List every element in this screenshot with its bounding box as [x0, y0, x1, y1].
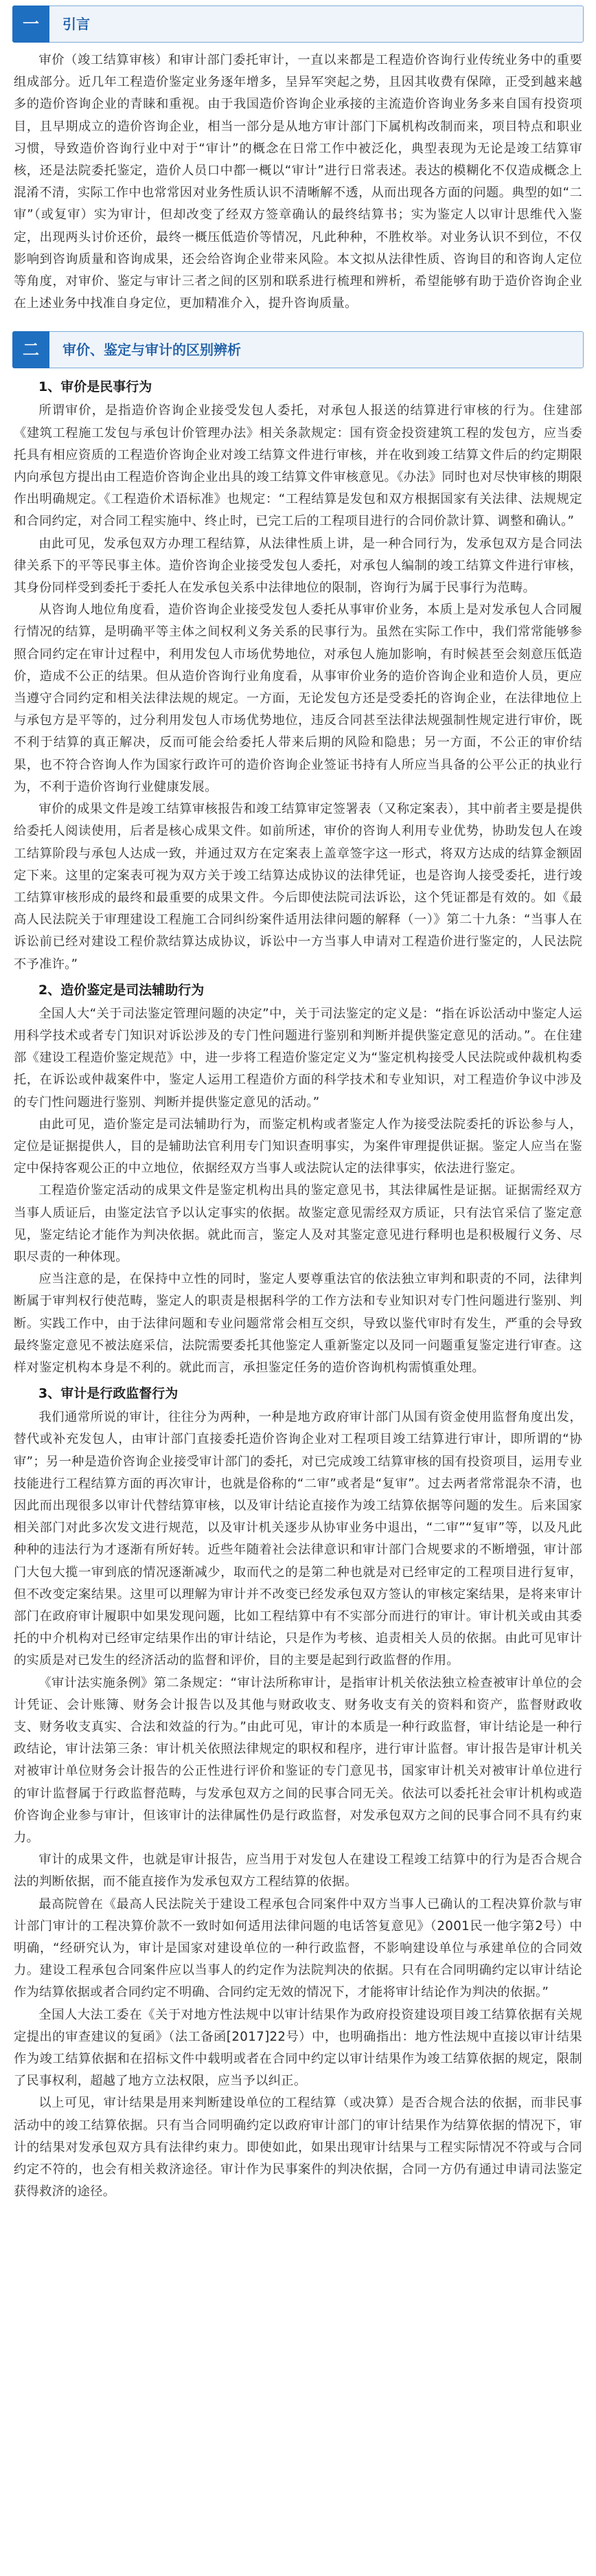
- body-paragraph: 由此可见，发承包双方办理工程结算，从法律性质上讲，是一种合同行为，发承包双方是合同法律关系下的平等民事主体。造价咨询企业接受发包人委托，对承包人编制的竣工结算文件进行审核，其身份同样受到委托于委托人在发承包关系中法律地位的限制，咨询行为属于民事行为范畴。: [14, 536, 582, 596]
- section-header-comparison: [12, 331, 584, 368]
- top-spacer: [12, 0, 584, 5]
- subhead-audit: 3、审计是行政监督行为: [38, 1386, 179, 1402]
- intro-paragraph: 审价（竣工结算审核）和审计部门委托审计，一直以来都是工程造价咨询行业传统业务中的重要组成部分。近几年工程造价鉴定业务逐年增多，呈异军突起之势，且因其收费有保障，正受到越来越多的造价咨询企业的青睐和重视。由于我国造价咨询企业承接的主流造价咨询业务多来自国有投资项目，且早期成立的造价咨询企业，相当一部分是从地方审计部门下属机构改制而来，项目特点和职业习惯，导致造价咨询行业中对于“审计”的概念在日常工作中被泛化，典型表现为无论是竣工结算审核，还是法院委托鉴定，造价人员口中都一概以“审计”进行日常表述。表达的模糊化不仅造成概念上混淆不清，实际工作中也常常因对业务性质认识不清晰解不透，从而出现各方面的问题。典型的如“二审”（或复审）实为审计，但却改变了经双方签章确认的最终结算书；实为鉴定人以审计思维代入鉴定，出现两头讨价还价，最终一概压低造价等情况，凡此种种，不胜枚举。对业务认识不到位，不仅影响到咨询质量和咨询成果，还会给咨询企业带来风险。本文拟从法律性质、咨询目的和咨询人定位等角度，对审价、鉴定与审计三者之间的区别和联系进行梳理和辨析，希望能够有助于造价咨询企业在上述业务中找准自身定位，更加精准介入，提升咨询质量。: [14, 53, 582, 311]
- body-paragraph: 全国人大法工委在《关于对地方性法规中以审计结果作为政府投资建设项目竣工结算依据有关规定提出的审查建议的复函》（法工备函[2017]22号）中，也明确指出：地方性法规中直接以审计结果作为竣工结算依据和在招标文件中载明或者在合同中约定以审计结果作为竣工结算依据的规定，限制了民事权利，超越了地方立法权限，应当予以纠正。: [14, 2007, 582, 2089]
- body-paragraph: 以上可见，审计结果是用来判断建设单位的工程结算（或决算）是否合规合法的依据，而非民事活动中的竣工结算依据。只有当合同明确约定以政府审计部门的审计结果作为结算依据的情况下，审计的结果对发承包双方具有法律约束力。即使如此，如果出现审计结果与工程实际情况不符或与合同约定不符的，也会有相关救济途径。审计作为民事案件的判决依据，合同一方仍有通过申请司法鉴定获得救济的途径。: [14, 2096, 582, 2199]
- body-paragraph: 从咨询人地位角度看，造价咨询企业接受发包人委托从事审价业务，本质上是对发承包人合同履行情况的结算，是明确平等主体之间权利义务关系的民事行为。虽然在实际工作中，我们常常能够参照合同约定在审计过程中，利用发包人市场优势地位，对承包人施加影响，有时候甚至会刻意压低造价，造成不公正的结果。但从造价咨询行业角度看，从事审价业务的造价咨询企业和造价人员，更应当遵守合同约定和相关法律法规的规定。一方面，无论发包方还是受委托的咨询企业，在法律地位上与承包方是平等的，过分利用发包人市场优势地位，违反合同甚至法律法规强制性规定进行审价，既不利于结算的真正解决，反而可能会给委托人带来后期的风险和隐患；另一方面，不公正的审价结果，也不符合咨询人作为国家行政许可的造价咨询企业签证书持有人所应当具备的公平公正的执业行为，不利于造价咨询行业健康发展。: [14, 603, 582, 794]
- body-paragraph: 全国人大“关于司法鉴定管理问题的决定”中，关于司法鉴定的定义是：“指在诉讼活动中鉴定人运用科学技术或者专门知识对诉讼涉及的专门性问题进行鉴别和判断并提供鉴定意见的活动。”。在住建部《建设工程造价鉴定规范》中，进一步将工程造价鉴定定义为“鉴定机构接受人民法院或仲裁机构委托，在诉讼或仲裁案件中，鉴定人运用工程造价方面的科学技术和专业知识，对工程造价争议中涉及的专门性问题进行鉴别、判断并提供鉴定意见的活动。”: [14, 1006, 582, 1110]
- section-header-intro: [12, 5, 584, 43]
- body-paragraph: 由此可见，造价鉴定是司法辅助行为，而鉴定机构或者鉴定人作为接受法院委托的诉讼参与人，定位是证据提供人，目的是辅助法官利用专门知识查明事实，为案件审理提供证据。鉴定人应当在鉴定中保持客观公正的中立地位，依据经双方当事人或法院认定的法律事实，依法进行鉴定。: [14, 1117, 582, 1176]
- body-paragraph: 应当注意的是，在保持中立性的同时，鉴定人要尊重法官的依法独立审判和职责的不同，法律判断属于审判权行使范畴，鉴定人的职责是根据科学的工作方法和专业知识对专门性问题进行鉴别、判断。实践工作中，由于法律问题和专业问题常常会相互交织，导致以鉴代审时有发生，严重的会导致最终鉴定意见不被法庭采信，法院需要委托其他鉴定人重新鉴定以及同一问题重复鉴定进行审查。这样对鉴定机构本身是不利的。就此而言，承担鉴定任务的造价咨询机构需慎重处理。: [14, 1272, 582, 1375]
- section-number-comparison: 二: [12, 331, 49, 368]
- section-spacer: [12, 315, 584, 331]
- body-paragraph: 我们通常所说的审计，往往分为两种，一种是地方政府审计部门从国有资金使用监督角度出发，替代或补充发包人，由审计部门直接委托造价咨询企业对工程项目竣工结算进行审计，即所谓的“协审”；另一种是造价咨询企业接受审计部门的委托，对已完成竣工结算审核的国有投资项目，运用专业技能进行工程结算方面的再次审计，也就是俗称的“二审”或者是“复审”。过去两者常常混杂不清，也因此而出现很多以审计代替结算审核，以及审计结论直接作为竣工结算依据等问题的发生。后来国家相关部门对此多次发文进行规范，以及审计机关逐步从协审业务中退出，“二审”“复审”等，以及凡此种种的违法行为才逐渐有所好转。近些年随着社会法律意识和审计部门合规要求的不断增强，审计部门大包大揽一审到底的情况逐渐减少，取而代之的是第二种也就是对已经审定的工程项目进行复审，但不改变定案结果。这里可以理解为审计并不改变已经发承包双方签认的审核定案结果，是将来审计部门在政府审计履职中如果发现问题，比如工程结算中有不实部分而进行的审计。审计机关或由其委托的中介机构对已经审定结果作出的审计结论，只是作为考核、追责相关人员的依据。由此可见审计的实质是对已发生的经济活动的监督和评价，目的主要是起到行政监督的作用。: [14, 1410, 582, 1668]
- body-paragraph: 审价的成果文件是竣工结算审核报告和竣工结算审定签署表（又称定案表），其中前者主要是提供给委托人阅读使用，后者是核心成果文件。如前所述，审价的咨询人利用专业优势，协助发包人在竣工结算阶段与承包人达成一致，并通过双方在定案表上盖章签字这一形式，将双方达成的结算金额固定下来。这里的定案表可视为双方关于竣工结算达成协议的法律凭证，也是咨询人接受委托，进行竣工结算审核形成的最终和最重要的成果文件。今后即使法院司法诉讼，这个凭证都是有效的。如《最高人民法院关于审理建设工程施工合同纠纷案件适用法律问题的解释（一）》第二十九条：“当事人在诉讼前已经对建设工程价款结算达成协议，诉讼中一方当事人申请对工程造价进行鉴定的，人民法院不予准许。”: [14, 802, 582, 972]
- subhead-audit-price: 1、审价是民事行为: [38, 379, 152, 395]
- body-paragraph: 《审计法实施条例》第二条规定：“审计法所称审计，是指审计机关依法独立检查被审计单位的会计凭证、会计账簿、财务会计报告以及其他与财政收支、财务收支有关的资料和资产，监督财政收支、财务收支真实、合法和效益的行为。”由此可见，审计的本质是一种行政监督，审计结论是一种行政结论，审计法第三条：审计机关依照法律规定的职权和程序，进行审计监督。审计报告是审计机关对被审计单位财务会计报告的公正性进行评价和鉴证的专门意见书，国家审计机关对被审计单位进行的审计监督属于行政监督范畴，与发承包双方之间的民事合同无关。依法可以委托社会审计机构或造价咨询企业参与审计，但该审计的法律属性仍是行政监督，对发承包双方之间的民事合同不具有约束力。: [14, 1675, 582, 1846]
- body-paragraph: 工程造价鉴定活动的成果文件是鉴定机构出具的鉴定意见书，其法律属性是证据。证据需经双方当事人质证后，由鉴定法官予以认定事实的依据。故鉴定意见需经双方质证，只有法官采信了鉴定意见，鉴定结论才能作为判决依据。就此而言，鉴定人及对其鉴定意见进行释明也是积极履行义务、尽职尽责的一种体现。: [14, 1183, 582, 1264]
- body-paragraph: 所谓审价，是指造价咨询企业接受发包人委托，对承包人报送的结算进行审核的行为。住建部《建筑工程施工发包与承包计价管理办法》相关条款规定：国有资金投资建筑工程的发包方，应当委托具有相应资质的工程造价咨询企业对竣工结算文件进行审核，并在收到竣工结算文件后的约定期限内向承包方提出由工程造价咨询企业出具的竣工结算文件审核意见。《办法》同时也对尽快审核的期限作出明确规定。《工程造价术语标准》也规定：“工程结算是发包和双方根据国家有关法律、法规规定和合同约定，对合同工程实施中、终止时，已完工后的工程项目进行的合同价款计算、调整和确认。”: [14, 403, 582, 529]
- section-title-comparison: 审价、鉴定与审计的区别辨析: [62, 341, 241, 359]
- body-paragraph: 审计的成果文件，也就是审计报告，应当用于对发包人在建设工程竣工结算中的行为是否合规合法的判断依据，而不能直接作为发承包双方工程结算的依据。: [14, 1852, 582, 1890]
- section-title-intro: 引言: [62, 16, 90, 32]
- section-number-intro: 一: [12, 5, 49, 43]
- body-paragraph: 最高院曾在《最高人民法院关于建设工程承包合同案件中双方当事人已确认的工程决算价款与审计部门审计的工程决算价款不一致时如何适用法律问题的电话答复意见》（2001民一他字第2号）中明确，“经研究认为，审计是国家对建设单位的一种行政监督，不影响建设单位与承建单位的合同效力。建设工程承包合同案件应以当事人的约定作为法院判决的依据。只有在合同明确约定以审计结论作为结算依据或者合同约定不明确、合同约定无效的情况下，才能将审计结论作为判决的依据。”: [14, 1896, 582, 2000]
- subhead-appraisal: 2、造价鉴定是司法辅助行为: [38, 982, 205, 998]
